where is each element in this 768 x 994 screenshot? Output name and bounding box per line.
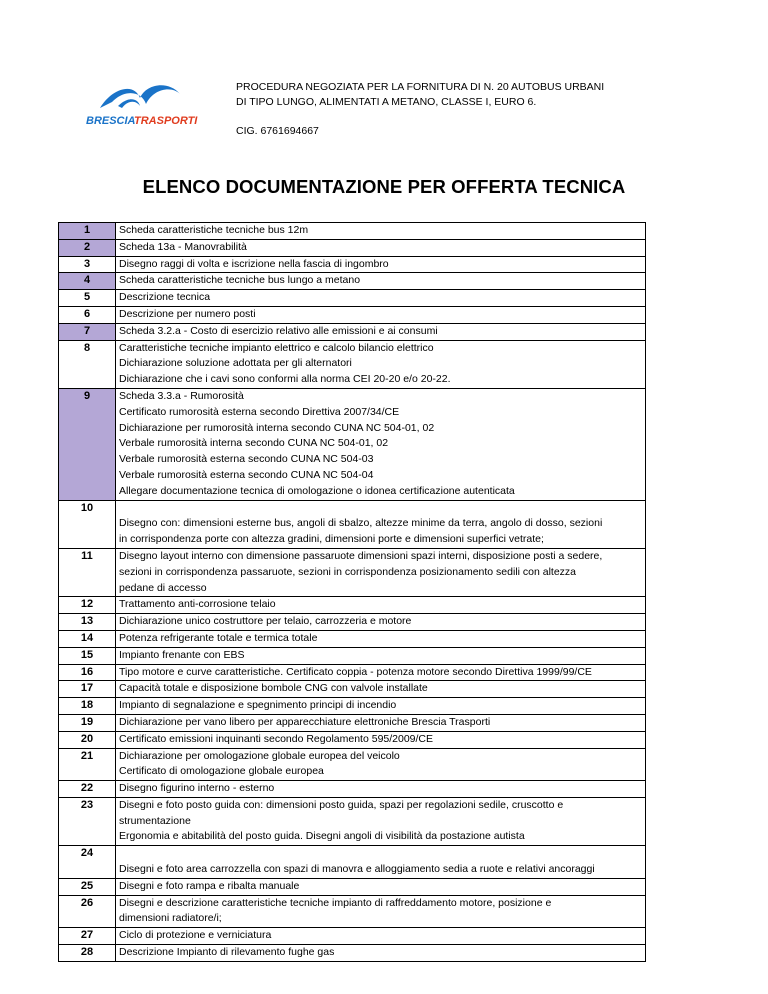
row-number-cell [58,732,116,748]
item-text: Verbale rumorosità esterna secondo CUNA NC 504-03 [119,453,374,466]
row-number: 27 [80,929,94,942]
table-row [58,596,646,613]
item-text: Descrizione per numero posti [119,307,256,320]
item-text: Dichiarazione unico costruttore per telaio, carrozzeria e motore [119,615,412,628]
row-items-cell [116,307,646,323]
item-text: Disegni e foto posto guida con: dimensioni posto guida, spazi per regolazioni sedile, cruscotto e [119,798,564,811]
item-text: pedane di accesso [119,581,207,594]
table-row [58,680,646,697]
item-text: Disegni e foto rampa e ribalta manuale [119,879,300,892]
row-items-cell [116,549,646,596]
item-text: Certificato di omologazione globale europea [119,765,324,778]
item-text: Disegno figurino interno - esterno [119,782,275,795]
brescia-trasporti-logo [82,78,202,128]
row-items-cell [116,879,646,895]
row-number: 23 [80,798,94,811]
row-number-cell [58,781,116,797]
table-row [58,647,646,664]
row-number-cell [58,290,116,306]
row-number: 13 [80,615,94,628]
row-number-cell [58,549,116,596]
row-items-cell [116,341,646,388]
row-number: 2 [83,240,91,253]
item-text: Capacità totale e disposizione bombole CNG con valvole installate [119,682,428,695]
item-text: Disegni e descrizione caratteristiche tecniche impianto di raffreddamento motore, posizione e [119,896,552,909]
row-items-cell [116,648,646,664]
table-row [58,895,646,928]
row-number-cell [58,501,116,548]
row-number: 16 [80,665,94,678]
table-row [58,878,646,895]
row-number: 20 [80,732,94,745]
item-text: Potenza refrigerante totale e termica totale [119,631,318,644]
item-text: dimensioni radiatore/i; [119,912,222,925]
row-number: 26 [80,896,94,909]
row-items-cell [116,715,646,731]
row-number-cell [58,240,116,256]
item-text: Ciclo di protezione e verniciatura [119,929,272,942]
item-text: Disegno raggi di volta e iscrizione nella fascia di ingombro [119,257,389,270]
item-text [119,501,645,517]
table-row [58,306,646,323]
item-text: in corrispondenza porte con altezza gradini, dimensioni porte e dimensioni superfici vetrate; [119,533,544,546]
row-number-cell [58,896,116,928]
logo-swoosh-icon [82,78,202,128]
row-number: 15 [80,648,94,661]
row-number-cell [58,648,116,664]
item-text: Scheda 3.2.a - Costo di esercizio relativo alle emissioni e ai consumi [119,324,438,337]
row-items-cell [116,928,646,944]
svg-text:BRESCIA: BRESCIA [86,115,136,127]
row-items-cell [116,290,646,306]
item-text: Impianto di segnalazione e spegnimento principi di incendio [119,699,397,712]
item-text: sezioni in corrispondenza passaruote, sezioni in corrispondenza posizionamento sedili con altezza [119,565,577,578]
item-text: Certificato emissioni inquinanti secondo Regolamento 595/2009/CE [119,732,434,745]
row-number: 24 [80,847,94,860]
row-number: 14 [80,631,94,644]
row-number: 1 [83,224,91,236]
table-row [58,697,646,714]
row-items-cell [116,781,646,797]
row-number-cell [58,715,116,731]
row-number-cell [58,597,116,613]
table-row [58,256,646,273]
row-number: 12 [80,598,94,611]
item-text: Allegare documentazione tecnica di omologazione o idonea certificazione autenticata [119,484,515,497]
row-number: 21 [80,749,94,762]
row-number: 18 [80,699,94,712]
item-text: Caratteristiche tecniche impianto elettrico e calcolo bilancio elettrico [119,341,434,354]
item-text: Dichiarazione per omologazione globale europea del veicolo [119,749,400,762]
row-number: 10 [80,501,94,514]
header-line-1: PROCEDURA NEGOZIATA PER LA FORNITURA DI N. 20 AUTOBUS URBANI [236,81,605,93]
item-text: Descrizione Impianto di rilevamento fughe gas [119,946,335,959]
item-text: Dichiarazione che i cavi sono conformi alla norma CEI 20-20 e/o 20-22. [119,373,451,386]
row-items-cell [116,614,646,630]
row-items-cell [116,896,646,928]
item-text: Disegno con: dimensioni esterne bus, angoli di sbalzo, altezze minime da terra, angolo di dosso, sezioni [119,517,603,530]
row-number: 22 [80,782,94,795]
table-row [58,714,646,731]
table-row [58,748,646,781]
header-line-2: DI TIPO LUNGO, ALIMENTATI A METANO, CLASSE I, EURO 6. [236,96,537,108]
table-row [58,797,646,845]
item-text: strumentazione [119,814,191,827]
item-text: Ergonomia e abitabilità del posto guida. Disegni angoli di visibilità da postazione autista [119,830,525,843]
row-items-cell [116,846,646,878]
table-row [58,613,646,630]
row-number: 3 [83,257,91,270]
table-row [58,289,646,306]
item-text [119,846,645,862]
cig-code: CIG. 6761694667 [236,125,319,137]
row-number-cell [58,273,116,289]
row-number: 4 [83,274,91,287]
row-items-cell [116,698,646,714]
row-number: 6 [83,307,91,320]
row-number-cell [58,749,116,781]
row-items-cell [116,324,646,340]
item-text: Dichiarazione per vano libero per apparecchiature elettroniche Brescia Trasporti [119,715,491,728]
row-number-cell [58,223,116,239]
table-row [58,340,646,388]
page-title: ELENCO DOCUMENTAZIONE PER OFFERTA TECNICA [142,176,626,197]
row-items-cell [116,501,646,548]
item-text: Scheda caratteristiche tecniche bus lungo a metano [119,274,361,287]
table-row [58,239,646,256]
table-row [58,780,646,797]
row-number-cell [58,798,116,845]
item-text: Verbale rumorosità esterna secondo CUNA NC 504-04 [119,468,374,481]
table-row [58,500,646,548]
row-number-cell [58,307,116,323]
row-items-cell [116,945,646,961]
item-text: Disegni e foto area carrozzella con spazi di manovra e alloggiamento sedia a ruote e relativi ancoraggi [119,863,595,876]
row-items-cell [116,631,646,647]
row-items-cell [116,240,646,256]
row-items-cell [116,732,646,748]
table-row [58,272,646,289]
row-number-cell [58,879,116,895]
row-items-cell [116,597,646,613]
item-text: Descrizione tecnica [119,291,211,304]
item-text: Impianto frenante con EBS [119,648,245,661]
row-number-cell [58,389,116,500]
documentation-table [58,222,646,962]
row-number: 8 [83,341,91,354]
row-items-cell [116,389,646,500]
row-number: 25 [80,879,94,892]
row-number-cell [58,681,116,697]
item-text: Disegno layout interno con dimensione passaruote dimensioni spazi interni, disposizione posti a sedere, [119,549,603,562]
row-number: 11 [81,549,93,562]
row-number-cell [58,257,116,273]
item-text: Dichiarazione soluzione adottata per gli alternatori [119,357,352,370]
item-text: Scheda 3.3.a - Rumorosità [119,389,244,402]
table-row [58,222,646,239]
table-row [58,630,646,647]
row-number: 9 [83,389,91,402]
item-text: Scheda caratteristiche tecniche bus 12m [119,224,309,236]
table-row [58,944,646,962]
table-row [58,323,646,340]
row-number: 17 [80,682,94,695]
row-number-cell [58,846,116,878]
row-number: 19 [80,715,94,728]
table-row [58,664,646,681]
row-number: 28 [80,946,94,959]
row-number-cell [58,631,116,647]
row-items-cell [116,798,646,845]
item-text: Trattamento anti-corrosione telaio [119,598,276,611]
table-row [58,388,646,500]
row-number-cell [58,324,116,340]
row-number-cell [58,945,116,961]
row-number: 5 [83,291,91,304]
item-text: Tipo motore e curve caratteristiche. Certificato coppia - potenza motore secondo Direttiva 1999/99/CE [119,665,592,678]
item-text: Verbale rumorosità interna secondo CUNA NC 504-01, 02 [119,437,389,450]
table-row [58,548,646,596]
row-number-cell [58,665,116,681]
row-items-cell [116,257,646,273]
row-items-cell [116,665,646,681]
table-row [58,731,646,748]
row-number-cell [58,614,116,630]
table-row [58,845,646,878]
row-number: 7 [83,324,91,337]
row-number-cell [58,928,116,944]
item-text: Dichiarazione per rumorosità interna secondo CUNA NC 504-01, 02 [119,421,435,434]
row-items-cell [116,223,646,239]
row-items-cell [116,273,646,289]
row-items-cell [116,681,646,697]
row-number-cell [58,341,116,388]
item-text: Scheda 13a - Manovrabilità [119,240,247,253]
svg-text:TRASPORTI: TRASPORTI [134,115,198,127]
row-number-cell [58,698,116,714]
item-text: Certificato rumorosità esterna secondo Direttiva 2007/34/CE [119,405,400,418]
row-items-cell [116,749,646,781]
table-row [58,927,646,944]
